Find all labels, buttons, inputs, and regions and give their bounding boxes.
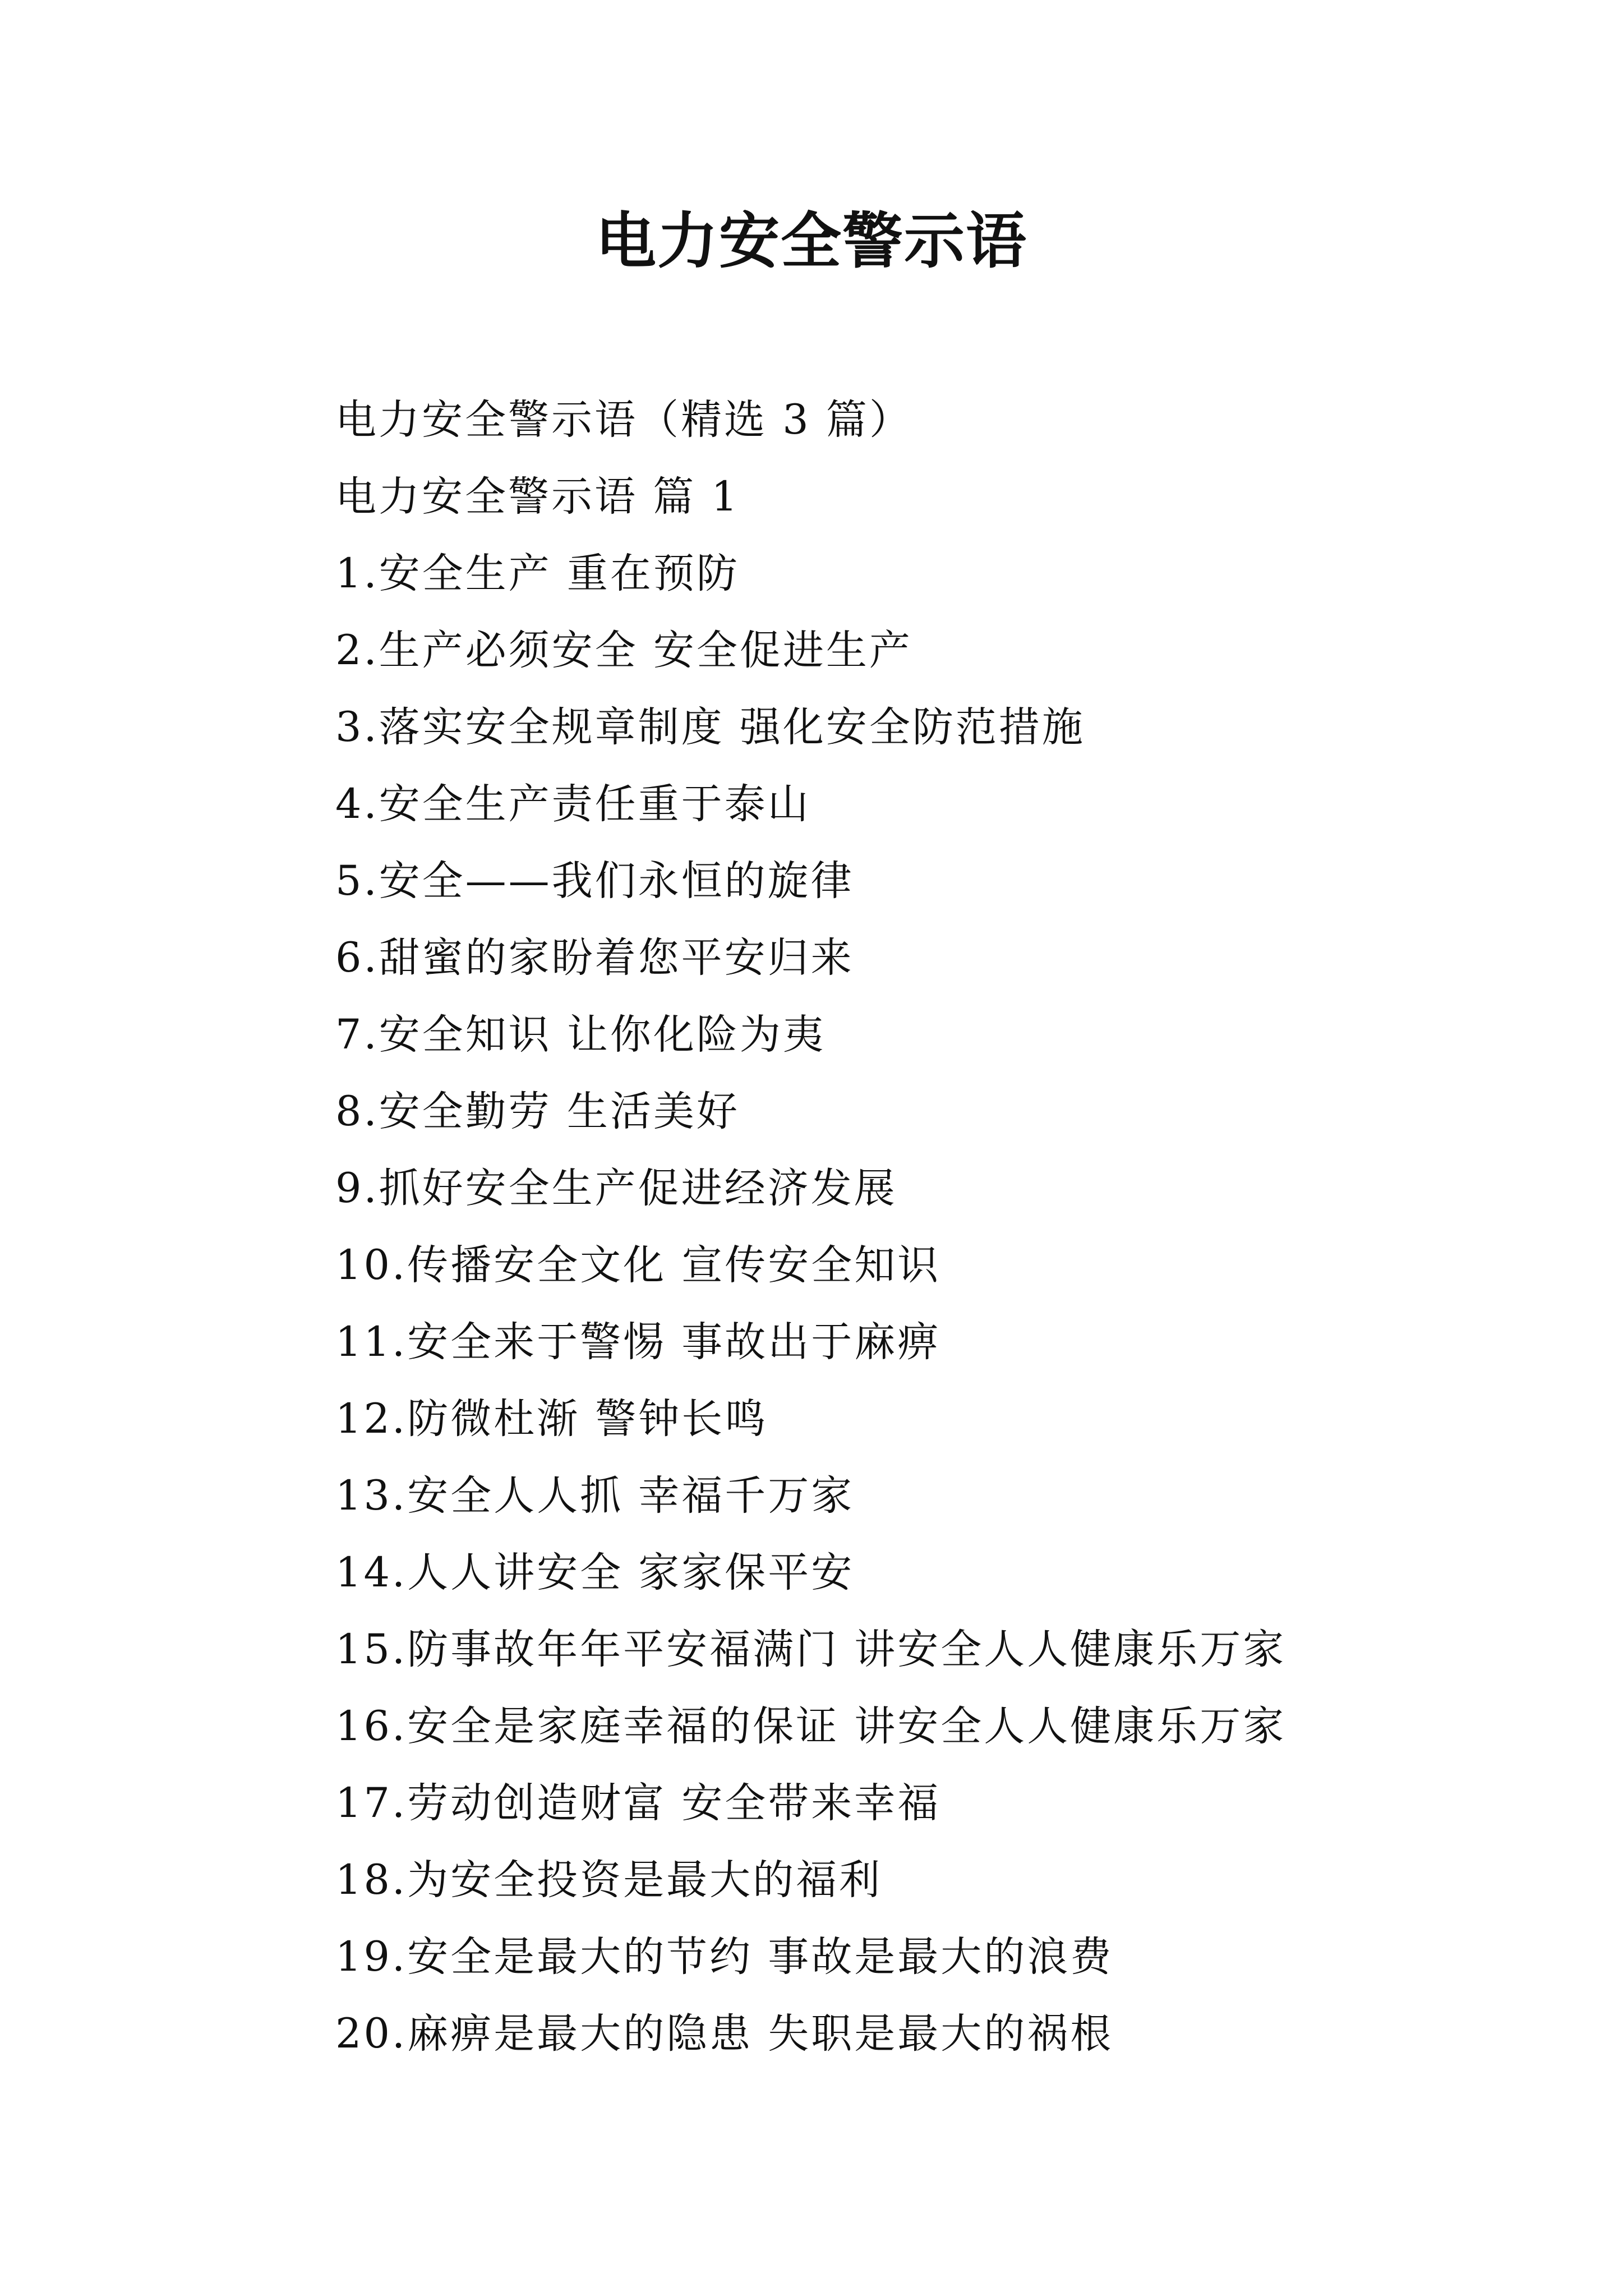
list-item: 11.安全来于警惕 事故出于麻痹	[335, 1318, 941, 1366]
list-item: 3.落实安全规章制度 强化安全防范措施	[335, 703, 1085, 751]
list-item: 2.生产必须安全 安全促进生产	[335, 627, 912, 674]
list-item: 4.安全生产责任重于泰山	[335, 780, 811, 828]
list-item: 15.防事故年年平安福满门 讲安全人人健康乐万家	[335, 1626, 1287, 1673]
list-item: 1.安全生产 重在预防	[335, 550, 740, 597]
document-body	[335, 381, 1541, 2072]
document-title: 电力安全警示语	[595, 206, 1027, 277]
list-item: 14.人人讲安全 家家保平安	[335, 1549, 855, 1596]
list-item: 17.劳动创造财富 安全带来幸福	[335, 1779, 941, 1827]
list-item: 13.安全人人抓 幸福千万家	[335, 1472, 855, 1520]
list-item: 8.安全勤劳 生活美好	[335, 1088, 740, 1135]
list-item: 5.安全——我们永恒的旋律	[335, 857, 854, 905]
intro-line: 电力安全警示语（精选 3 篇）	[335, 396, 912, 444]
list-item: 7.安全知识 让你化险为夷	[335, 1011, 826, 1059]
list-item: 20.麻痹是最大的隐患 失职是最大的祸根	[335, 2010, 1114, 2058]
list-item: 6.甜蜜的家盼着您平安归来	[335, 934, 854, 982]
section-heading: 电力安全警示语 篇 1	[335, 473, 740, 521]
list-item: 18.为安全投资是最大的福利	[335, 1856, 883, 1904]
list-item: 12.防微杜渐 警钟长鸣	[335, 1395, 768, 1443]
list-item: 9.抓好安全生产促进经济发展	[335, 1165, 897, 1212]
list-item: 19.安全是最大的节约 事故是最大的浪费	[335, 1933, 1114, 1981]
list-item: 10.传播安全文化 宣传安全知识	[335, 1241, 941, 1289]
list-item: 16.安全是家庭幸福的保证 讲安全人人健康乐万家	[335, 1703, 1287, 1750]
